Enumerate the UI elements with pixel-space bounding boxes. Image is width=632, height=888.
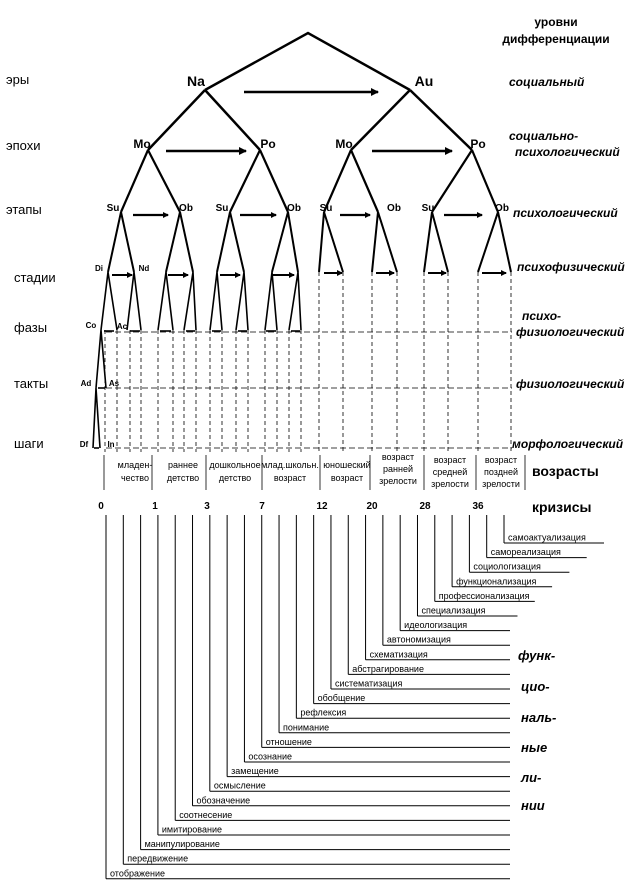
crisis-7: 7 (259, 501, 265, 512)
node-df: Df (79, 440, 89, 449)
node-ob-1: Ob (179, 203, 193, 214)
node-ad: Ad (80, 379, 92, 388)
function-label-21: манипулирование (144, 839, 220, 850)
phase-arrows (94, 331, 300, 448)
age-3-l2: детство (218, 473, 252, 483)
function-label-9: абстрагирование (352, 663, 424, 674)
function-label-1: самореализация (490, 547, 561, 558)
age-7-l2: средней (432, 467, 468, 477)
function-label-18: обозначение (196, 795, 251, 806)
crises-group (98, 501, 484, 512)
function-label-16: замещение (231, 766, 279, 777)
func-side-6: нии (521, 798, 545, 813)
right-physiol: физиологический (516, 377, 625, 391)
age-8-l1: возраст (484, 455, 518, 465)
level-periods: этапы (6, 202, 42, 217)
function-label-11: обобщение (317, 693, 366, 704)
function-label-15: осознание (248, 751, 293, 762)
function-label-4: профессионализация (438, 590, 530, 601)
function-label-14: отношение (265, 736, 312, 747)
functional-lines-label (518, 648, 556, 813)
ages-group (118, 452, 520, 489)
func-side-1: функ- (518, 648, 556, 663)
age-4-l2: возраст (273, 473, 307, 483)
function-label-3: функционализация (456, 576, 537, 587)
node-su-1: Su (106, 203, 120, 214)
level-phases: фазы (14, 320, 48, 335)
crisis-28: 28 (419, 501, 431, 512)
right-morph: морфологический (512, 437, 624, 451)
phase-branches (93, 272, 301, 448)
right-psychophysiol-2: физиологический (516, 325, 625, 339)
function-label-20: имитирование (161, 824, 223, 835)
function-label-10: систематизация (334, 678, 403, 689)
node-po-1: Po (260, 137, 276, 151)
node-su-4: Su (421, 203, 435, 214)
header-line2: дифференциации (502, 32, 610, 46)
age-3-l1: дошкольное (209, 460, 261, 470)
function-label-8: схематизация (369, 649, 428, 660)
age-4-l1: млад.школьн. (261, 460, 319, 470)
stage-arrows (112, 273, 506, 275)
crisis-36: 36 (472, 501, 484, 512)
right-social: социальный (509, 75, 585, 89)
ages-title: возрасты (532, 463, 599, 479)
stage-branches (108, 212, 511, 272)
node-su-3: Su (319, 203, 333, 214)
age-8-l3: зрелости (482, 479, 520, 489)
age-5-l1: юношеский (323, 460, 371, 470)
node-mo-1: Mo (133, 137, 151, 151)
crisis-12: 12 (316, 501, 328, 512)
crisis-0: 0 (98, 501, 104, 512)
age-2-l2: детство (166, 473, 200, 483)
function-label-6: идеологизация (404, 620, 468, 631)
func-side-5: ли- (521, 770, 542, 785)
function-label-5: специализация (421, 605, 486, 616)
node-ob-2: Ob (287, 203, 301, 214)
function-label-7: автономизация (386, 634, 451, 645)
node-ac: Ac (116, 322, 128, 331)
function-label-0: самоактуализация (508, 532, 586, 543)
node-na: Na (187, 73, 205, 89)
function-label-13: понимание (283, 722, 330, 733)
level-steps: шаги (14, 436, 44, 451)
node-po-2: Po (470, 137, 486, 151)
node-ob-4: Ob (495, 203, 509, 214)
right-sociopsych-1: социально- (509, 129, 579, 143)
node-di: Di (95, 264, 103, 273)
age-5-l2: возраст (330, 473, 364, 483)
age-1-l2: чество (120, 473, 150, 483)
level-stages: стадии (14, 270, 56, 285)
age-1-l1: младен- (117, 460, 153, 470)
function-label-19: соотнесение (179, 809, 233, 820)
node-co: Co (85, 321, 97, 330)
function-label-2: социологизация (473, 561, 541, 572)
crisis-20: 20 (366, 501, 378, 512)
func-side-4: ные (521, 740, 548, 755)
right-psychophysiol-1: психо- (522, 309, 562, 323)
function-label-23: отображение (110, 868, 166, 879)
node-mo-2: Mo (335, 137, 353, 151)
function-label-17: осмысление (213, 780, 266, 791)
header-line1: уровни (534, 15, 578, 29)
node-su-2: Su (215, 203, 229, 214)
age-7-l3: зрелости (431, 479, 469, 489)
node-ob-3: Ob (387, 203, 401, 214)
right-sociopsych-2: психологический (515, 145, 620, 159)
age-6-l1: возраст (381, 452, 415, 462)
level-beats: такты (14, 376, 49, 391)
crisis-1: 1 (152, 501, 158, 512)
node-au: Au (414, 73, 434, 89)
crisis-3: 3 (204, 501, 210, 512)
node-in: In (107, 440, 115, 449)
age-2-l1: раннее (168, 460, 198, 470)
age-6-l3: зрелости (379, 476, 417, 486)
crises-title: кризисы (532, 499, 592, 515)
function-label-12: рефлексия (300, 707, 347, 718)
func-side-2: цио- (521, 679, 550, 694)
right-psych: психологический (513, 206, 618, 220)
age-8-l2: поздней (484, 467, 518, 477)
node-as: As (108, 379, 120, 388)
node-nd: Nd (138, 264, 150, 273)
age-7-l1: возраст (433, 455, 467, 465)
level-eras: эры (6, 72, 30, 87)
level-epochs: эпохи (6, 138, 41, 153)
right-psychophys: психофизический (517, 260, 625, 274)
epoch-branches (121, 150, 498, 212)
age-6-l2: ранней (383, 464, 413, 474)
function-label-22: передвижение (127, 853, 189, 864)
func-side-3: наль- (521, 710, 557, 725)
